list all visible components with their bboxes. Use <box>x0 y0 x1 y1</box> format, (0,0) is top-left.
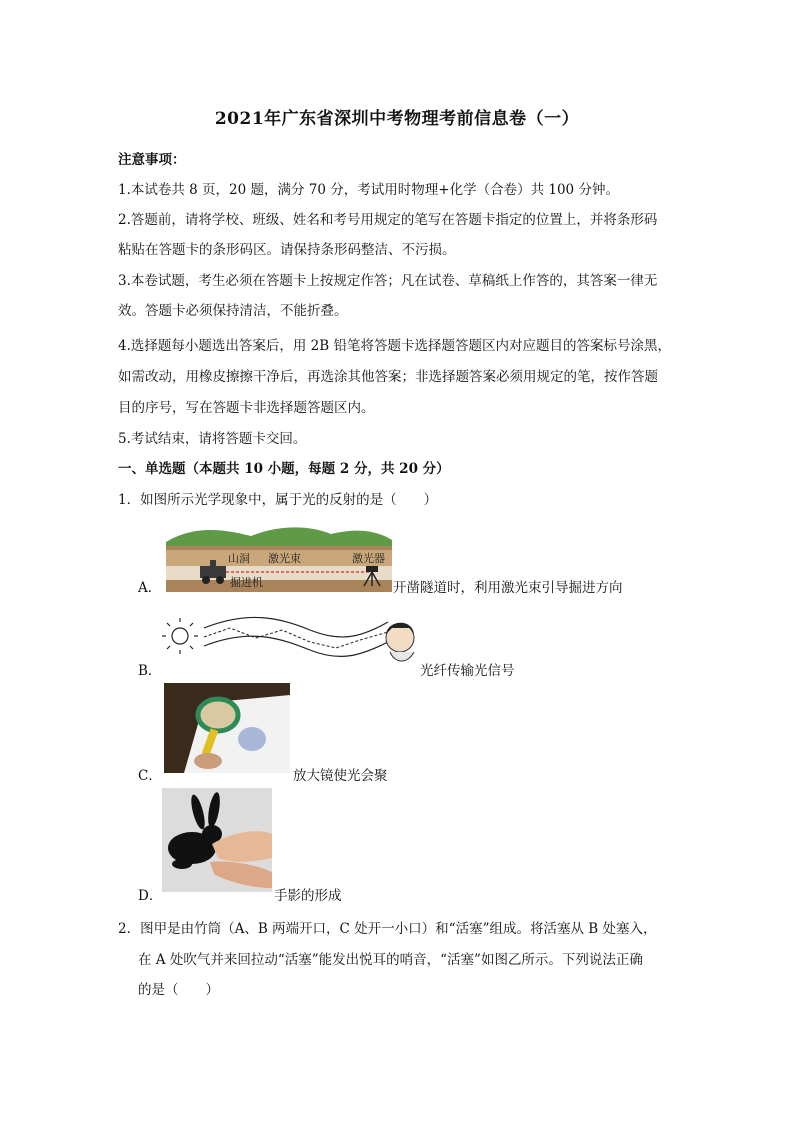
option-b-letter: B． <box>138 663 162 679</box>
notice-line: 目的序号，写在答题卡非选择题答题区内。 <box>118 400 375 416</box>
option-d-letter: D． <box>138 888 163 904</box>
label-laser: 激光器 <box>352 552 385 565</box>
notice-line: 粘贴在答题卡的条形码区。请保持条形码整洁、不污损。 <box>118 242 456 258</box>
magnifier-photo <box>164 683 290 773</box>
notice-line: 如需改动，用橡皮擦擦干净后，再选涂其他答案；非选择题答案必须用规定的笔，按作答题 <box>118 369 658 385</box>
tunnel-laser-figure <box>166 520 392 592</box>
sun-icon <box>162 618 198 654</box>
label-cave: 山洞 <box>228 552 250 565</box>
person-head-icon <box>386 623 414 661</box>
label-beam: 激光束 <box>268 552 301 565</box>
section-heading: 一、单选题（本题共 10 小题，每题 2 分，共 20 分） <box>118 461 450 477</box>
question-2-line: 在 A 处吹气并来回拉动“活塞”能发出悦耳的哨音，“活塞”如图乙所示。下列说法正确 <box>138 952 643 968</box>
notice-line: 5.考试结束，请将答题卡交回。 <box>118 431 307 447</box>
notice-line: 2.答题前，请将学校、班级、姓名和考号用规定的笔写在答题卡指定的位置上，并将条形码 <box>118 212 658 228</box>
question-2-line: 2．图甲是由竹筒（A、B 两端开口，C 处开一小口）和“活塞”组成。将活塞从 B 处塞入， <box>118 921 657 937</box>
notice-line: 4.选择题每小题选出答案后，用 2B 铅笔将答题卡选择题答题区内对应题目的答案标号涂黑， <box>118 338 671 354</box>
hand-shadow-photo <box>162 788 272 892</box>
option-d-caption: 手影的形成 <box>274 888 342 904</box>
option-c-caption: 放大镜使光会聚 <box>293 768 388 784</box>
page-title: 2021年广东省深圳中考物理考前信息卷（一） <box>214 109 580 129</box>
notice-line: 效。答题卡必须保持清洁，不能折叠。 <box>118 303 348 319</box>
notice-line: 1.本试卷共 8 页，20 题，满分 70 分，考试用时物理+化学（合卷）共 100 分钟。 <box>118 182 619 198</box>
option-a-caption: 开凿隧道时，利用激光束引导掘进方向 <box>393 580 623 596</box>
notice-heading: 注意事项： <box>118 152 186 168</box>
optical-fiber-figure <box>160 608 420 670</box>
question-2-line: 的是（ ） <box>138 982 219 998</box>
option-c-letter: C． <box>138 768 162 784</box>
option-a-letter: A． <box>138 580 162 596</box>
label-machine: 掘进机 <box>230 576 263 589</box>
option-b-caption: 光纤传输光信号 <box>420 663 515 679</box>
notice-line: 3.本卷试题，考生必须在答题卡上按规定作答；凡在试卷、草稿纸上作答的，其答案一律无 <box>118 273 658 289</box>
question-1-stem: 1．如图所示光学现象中，属于光的反射的是（ ） <box>118 492 438 508</box>
